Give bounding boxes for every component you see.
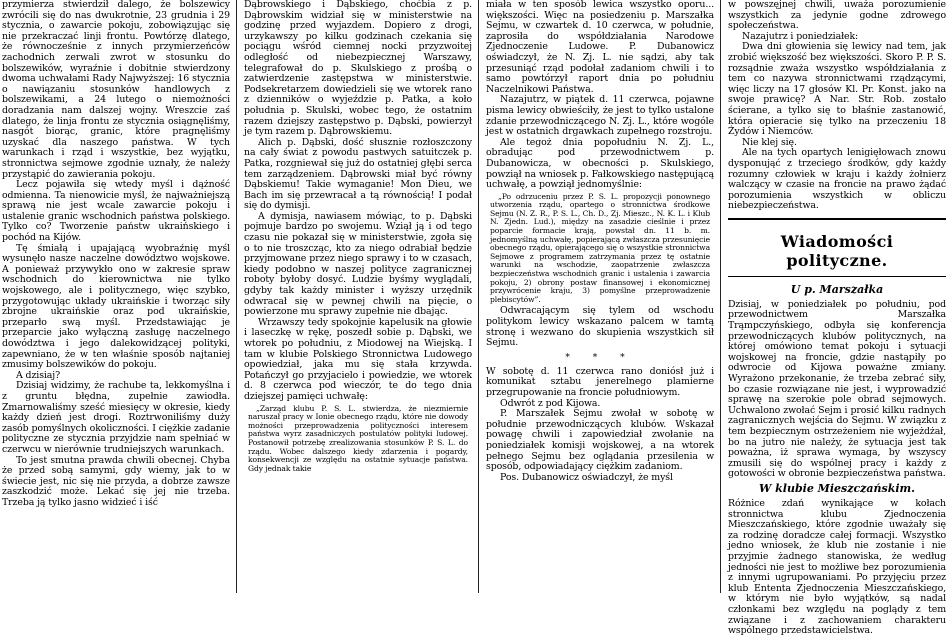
article-paragraph: Lecz pojawiła się wtedy myśl i dążność odmienna. Ta nienowicie myśl, że najważniejszą sprawą nie jest wcale zawarcie pokoju i ustalenie granic wschodnich państwa polskiego. Tylko co? Tworzenie państw ukraińskiego i pochód na Kijów. [2, 179, 230, 244]
political-news-section [728, 218, 946, 277]
article-paragraph: A dzisiaj? [16, 369, 61, 381]
article-paragraph: Ale tegoż dnia popołudniu N. Zj. L., obradując pod przewodnictwem p. Dubanowicza, w obecności p. Skulskiego, powziął na wniosek p. Fałkowskiego następującą uchwałę, a powziął jednomyślnie: [486, 136, 714, 191]
column-rule [478, 0, 479, 593]
article-paragraph: Dzisiaj widzimy, że rachube ta, lekkomyślna i z gruntu błędna, zupełnie zawiodła. Zmarnowaliśmy sześć miesięcy w okresie, kiedy każdy dzień jest drogi. Roztrwoniliśmy duży zasób pomyślnych okoliczności. I ciężkie zadanie polityczne ze stycznia przyjdzie nam spełniać w czerwcu w nierównie trudniejszych warunkach. [2, 380, 230, 455]
column-3 [486, 0, 714, 593]
article-paragraph: Wrzawszy tedy spokojnie kapelusik na głowie i laseczkę w rękę, poszedł sobie p. Dąbski, we wtorek po południu, z Miodowej na Wiejską. I tam w klubie Polskiego Stronnictwa Ludowego opowiedział, jaka mu się stała krzywda. Potańczył go przyjacielo i powiedzie, we wtorek d. 8 czerwca pod wieczór, te do tego dnia dziejszej pamięci uchwałę: [244, 316, 472, 402]
article-paragraph: Nie klej się. [742, 136, 797, 148]
article-paragraph: Dwa dni głowienia się lewicy nad tem, jak zrobić większość bez większości. Skoro P. P. S. rozsądnie zważa wszystko współdziałania z tem co nazywa stronnictwami rządzącymi, więc liczy na 17 głosów Kl. Pr. Konst. jako na swoje prawicę? A Nar. Str. Rob. zostało ścierane, a tylko się to błaśnie zastanowić, która opieracie się tylko na przeczeniu 18 Żydów i Niemców. [728, 41, 946, 138]
article-paragraph: A dymisja, nawiasem mówiąc, to p. Dąbski pojmuje bardzo po swojemu. Wziął ją i od tego czasu nie pokazał się w ministerstwie, zgoła się o to nie troszcząc, kto za niego odrabiał będzie przyjmowane przez niego sprawy i to w czasach, kiedy podobno w naszej polityce zagranicznej roboty byłoby dosyć. Ludzie byśmy wyglądali, gdyby tak każdy minister i wyższy urzędnik odwracał się w pewnej chwili na pięcie, o powierzone mu sprawy zupełnie nie dbając. [244, 210, 472, 318]
section-separator: * * * [565, 352, 635, 363]
article-paragraph: P. Marszałek Sejmu zwołał w sobotę w południe przewodniczących klubów. Wskazał powagę chwili i zapowiedział zwołanie na poniedziałek komisji wojskowej, a na wtorek pełnego Sejmu bez oglądania przesilenia w sposób, odpowiadający ciężkim zadaniom. [486, 408, 714, 473]
article-paragraph: Pos. Dubanowicz oświadczył, że myśl [500, 471, 673, 483]
column-rule [236, 0, 237, 593]
article-paragraph: przymierza stwierdził dalego, że bolszewicy zwrócili się do nas dwukrotnie, 23 grudnia i 29 stycznia, o zawarcie pokoju, zobowiązując się nie przekraczać linji frontu. Powtórzę dlatego, że równocześnie z innych przymierzeńców zachodnich zerwali zwrot w stosunku do bolszewików, wyraźnie i dobitnie stwierdzony dwoma uchwałami Rady Najwyższej: 16 stycznia o nawiązaniu stosunków handlowych z bolszewikami, a 24 lutego o niemożności doradzania nam dalszej wojny. Wreszcie zaś dlatego, że linja frontu ze stycznia osiągnęliśmy, nasgót biorąc, granic, które pragnęliśmy uzyskać dla naszego państwa. W tych warunkach i rząd i wszystkie, bez wyjątku, stronnictwa sejmowe zgodnie uznały, że należy przystąpić do zawierania pokoju. [2, 0, 230, 180]
column-2 [244, 0, 472, 593]
article-paragraph: miała w ten sposób lewica wszystko oporu... większości. Więc na posiedzeniu p. Marszałka Sejmu, w czwartek d. 10 czerwca, w południe, zaprosiła do współdziałania Narodowe Zjednoczenie Ludowe. P. Dubanowicz oświadczył, że N. Zj. L. nie sądzi, aby tak przesuniąć rząd podołał zadaniom chwili i to samo powtórzył raport dnia po południu Naczelnikowi Państwa. [486, 0, 714, 95]
quoted-resolution: „Zarząd klubu P. S. L. stwierdza, że niezmiernie naruszał pracy w Ionie obecnego rządu, które nie dowody możności przeprowadzenia polityczności interesem państwa wyrz zasadniczych postulatów polityki ludowej. Postanowił potrzebę zrealizowania stosunków P. S. L. do rządu. Wobec dalszego kiedy zdarzenia i pogardy, konsekwencji ze względu na ostatnie sytuacje państwa. Gdy jednak takie [248, 403, 468, 473]
column-1 [2, 0, 230, 593]
column-4 [728, 0, 946, 637]
article-paragraph: Dąbrowskiego i Dąbskiego, choćbia z p. Dąbrowskim widział się w ministerstwie na godzinę przed wyjazdem. Dopiero z drogi, urzykawszy po kilku godzinach czekania się pociągu wśród ciemnej nocki przyzwoitej odległość od niebezpiecznej Warszawy, telegrafował do p. Skulskiego z prośbą o zatwierdzenie zastępstwa w ministerstwie. Podsekretarzem dowiedzieli się we wtorek rano z dzienników o wyjeździe p. Patka, a koło południa p. Skulski, wobec tego, że ostatnim razem dziejszy zastępstwo p. Dąbski, powierzył je tym razem p. Dąbrowskiemu. [244, 0, 472, 138]
section-subtitle: U p. Marszałka [790, 282, 884, 296]
article-paragraph: Ale na tych opartych lenigięłowach znowu dysponująć z trzeciego środków, gdy każdy rozumny człowiek w kraju i każdy żołnierz walczący w czasie na froncie na prawo żądać porozumienia wszystkich w obliczu niebezpieczeństwa. [728, 147, 946, 212]
column-rule [720, 0, 721, 593]
article-paragraph: w powszęjnej chwili, uważa porozumienie wszystkich za jedynie godne zdrowego społeczeństwa. [728, 0, 946, 32]
article-paragraph: Odwrót z pod Kijowa. [500, 397, 601, 409]
section-title: Wiadomości polityczne. [780, 231, 894, 270]
article-paragraph: Odwracającym się tylem od wschodu politykom lewicy wskazano palcem w tamtą stronę i wezwano do skupienia wszystkich sił Sejmu. [486, 305, 714, 349]
article-paragraph: Nazajutrz, w piątek d. 11 czerwca, pojawne pisma lewicy obwieściły, że jest to tylko ustalone zdanie przewodniczącego N. Zj. L., które wogóle jest w ostatnich drgawkach zupełnego rozstroju. [486, 94, 714, 138]
article-paragraph: Nazajutrz i poniedziałek: [742, 30, 859, 42]
article-paragraph: Tę śmiałą i upajającą wyobraźnię myśl wysunęło nasze naczelne dowództwo wojskowe. A ponieważ przywykło ono w zakresie spraw wschodnich do kierownictwa nie tylko wojskowego, ale i politycznego, więc szybko, przygotowując układy ukraińskie i tworząc siły zbrojne ukraińskie oraz pod ukraińskie, przeparło swą myśl. Przedstawiając je przeparcie jako wyłączną zasługę naczelnego dowództwa i jego dalekowidzącej polityki, zapewniano, że w ten właśnie sposób najtaniej zmusimy bolszewików do pokoju. [2, 242, 230, 371]
article-paragraph: Dzisiaj, w poniedziałek po południu, pod przewodnictwem Marszałka Trąmpczyńskiego, odbyła się konferencja przewodniczących klubów politycznych, na której omówiono temat pokoju i sytuacji wojskowej na froncie, gdzie nastąpiły po odwrocie od Kijowa poważne zmiany. Wyrażono przekonanie, że trzeba zebrać siły, bo czasie rozwiązane nie jest, i wyprowadzić sprawę na szerokie pole obrad sejmowych. Uchwalono zwołać Sejm i prosić kilku radnych zagranicznych wejścia do Sejmu. W związku z tem bezpiecznym ostrzeżeniem nie wyjeżdżał, bo na jutro nie należy, że sytuacja jest tak poważna, iż sprawa wymaga, by wszyscy zmusili się do wspólnej pracy i każdy z gotowości w obronie bezpieczeństwa państwa. [728, 298, 946, 480]
article-paragraph: Alich p. Dąbski, dość słusznie rozłoszczony na cały świat z powodu pastwych satuitczek p. Patka, rozgniewał się już do ostatniej głębi serca tem zarządzeniem. Dąbrowski miał być równy Dąbskiemu! Takie wymaganie! Mon Dieu, we Bach im się przewracał a tą równością! I podał się do dymisji. [244, 136, 472, 212]
section-subtitle: W klubie Mieszczańskim. [758, 481, 915, 495]
article-paragraph: W sobotę d. 11 czerwca rano doniósł już i komunikat sztabu jenerelnego plamierne przegrupowanie na froncie południowym. [486, 365, 714, 398]
article-paragraph: To jest smutna prawda chwili obecnej. Chyba że przed sobą samymi, gdy wiemy, jak to w świecie jest, nic się nie przyda, a dobrze zawsze zaszkodzić może. Lekać się jej nie trzeba. Trzeba ją tylko jasno widzieć i iść [2, 454, 230, 508]
quoted-resolution: „Po odrzuceniu przez P. S. L. propozycji ponownego utworzenia rządu, opartego o stronnictwa środkowe Sejmu (N. Z. R., P. S. L., Ch. D., Zj. Mieszc., N. K. L. i Klub N. Zjedn. Lud.), między na zasadzie cieślnie i przez poparcie formacie krają, powstał dn. 11 b. m. jednomyślną uchwałę, popierającą zwłaszcza przesunięcie obecnego rządu, opierającego się o wszystkie stronnictwa Sejmowe z programem zatrzymania przez tę ostatnie warunki na wschodzie, zaopatrzenie zwłaszcza bezpieczeństwa wschodnich granic i ustalenia i zawarcia pokoju, 2) obrony postaw finansowej i ekonomicznej przywrócenie kraju, 3) pomyślne przeprowadzenie plebiscytów”. [490, 191, 710, 304]
article-paragraph: Różnice zdań wynikające w kołach stronnictwa klubu Zjednoczenia Mieszczańskiego, które zgodnie uważały się za rodzinę doradcze całej formacji. Wszystko jedno wniosek, że klub nie zostanie i nie przyjmie żadnego stanowiska, że według jedności nie jest to możliwe bez porozumienia z innymi ugrupowaniami. Po przyjęciu przez klub Ententa Zjednoczenia Mieszczańskiego, w którym nie było wyjątków, są nadal członkami bez względu na poglądy z tem związane i z zachowaniem charakteru wspólnego przedstawicielstwa. [728, 497, 946, 637]
